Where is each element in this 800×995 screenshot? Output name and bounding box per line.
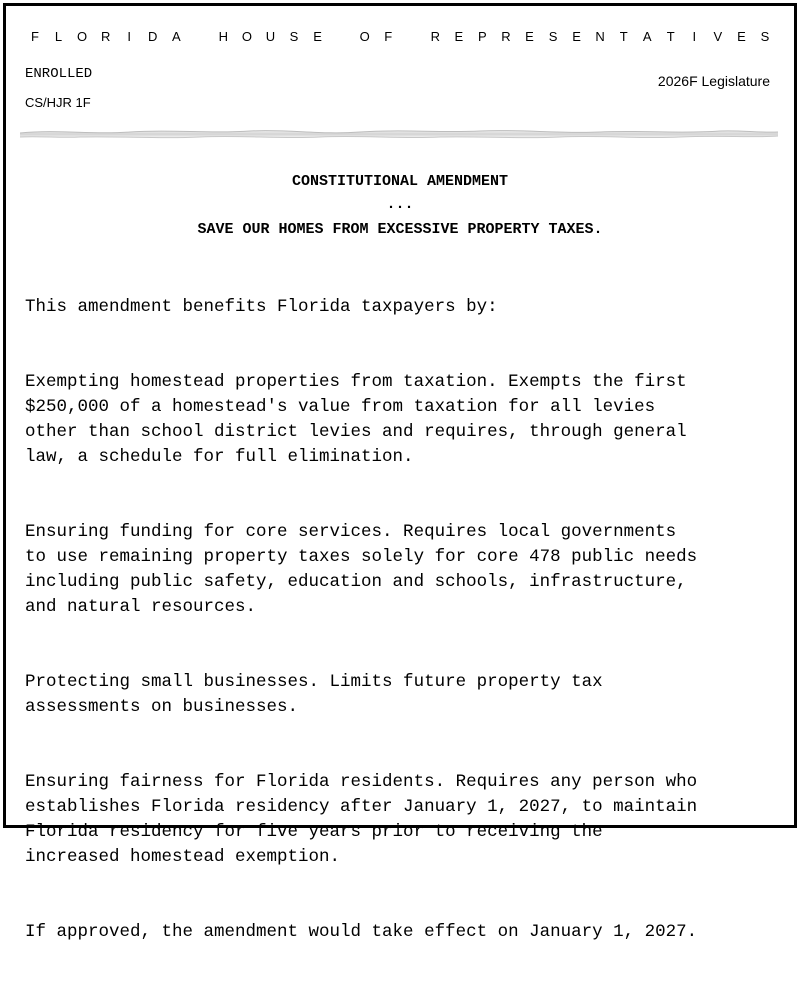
header-title: [28, 29, 772, 44]
title-letter: S: [548, 29, 558, 44]
title-letter: R: [100, 29, 111, 44]
title-letter: R: [501, 29, 511, 44]
title-letter: U: [265, 29, 276, 44]
amendment-body: [25, 270, 785, 995]
paragraph-core-services: Ensuring funding for core services. Requires local governments to use remaining property taxes solely for core 478 public needs including public safety, education and schools, infrastructure, and natural resources.: [25, 522, 698, 617]
bill-number: CS/HJR 1F: [25, 95, 91, 110]
title-letter: F: [31, 29, 39, 44]
title-letter: H: [218, 29, 229, 44]
heading-ellipsis: ...: [386, 196, 414, 213]
title-letter: S: [289, 29, 299, 44]
paragraph-homestead-exemption: Exempting homestead properties from taxation. Exempts the first $250,000 of a homestead's value from taxation for all levies other than school district levies and requires, through general law, a schedule for full elimination.: [25, 372, 687, 467]
title-letter: O: [241, 29, 252, 44]
title-letter: E: [572, 29, 581, 44]
title-letter: T: [666, 29, 675, 44]
title-letter: D: [148, 29, 158, 44]
legislature-label: 2026F Legislature: [657, 73, 770, 89]
title-letter: R: [430, 29, 440, 44]
title-letter: T: [619, 29, 628, 44]
title-letter: E: [737, 29, 746, 44]
title-letter: [193, 29, 207, 44]
enrolled-status: ENROLLED: [25, 66, 93, 82]
torn-paper-divider: [20, 124, 778, 142]
title-letter: O: [359, 29, 370, 44]
title-letter: E: [313, 29, 322, 44]
title-letter: E: [525, 29, 534, 44]
paragraph-effective-date: If approved, the amendment would take effect on January 1, 2027.: [25, 922, 698, 942]
title-letter: L: [54, 29, 63, 44]
title-letter: I: [127, 29, 131, 44]
title-letter: O: [77, 29, 88, 44]
paragraph-small-businesses: Protecting small businesses. Limits future property tax assessments on businesses.: [25, 672, 603, 717]
title-letter: S: [760, 29, 770, 44]
title-letter: [405, 29, 419, 44]
title-letter: A: [642, 29, 652, 44]
title-letter: F: [384, 29, 393, 44]
title-letter: E: [454, 29, 464, 44]
title-letter: P: [478, 29, 487, 44]
title-letter: A: [171, 29, 181, 44]
paragraph-intro: This amendment benefits Florida taxpayers by:: [25, 297, 498, 317]
paragraph-residency-fairness: Ensuring fairness for Florida residents. Requires any person who establishes Florida residency after January 1, 2027, to maintain Florida residency for five years prior to receiving the increased homestead exemption.: [25, 772, 698, 867]
title-letter: V: [713, 29, 723, 44]
amendment-title: SAVE OUR HOMES FROM EXCESSIVE PROPERTY TAXES.: [197, 221, 603, 238]
title-letter: I: [692, 29, 697, 44]
title-letter: [334, 29, 348, 44]
amendment-heading: CONSTITUTIONAL AMENDMENT: [291, 173, 509, 190]
title-letter: N: [595, 29, 605, 44]
